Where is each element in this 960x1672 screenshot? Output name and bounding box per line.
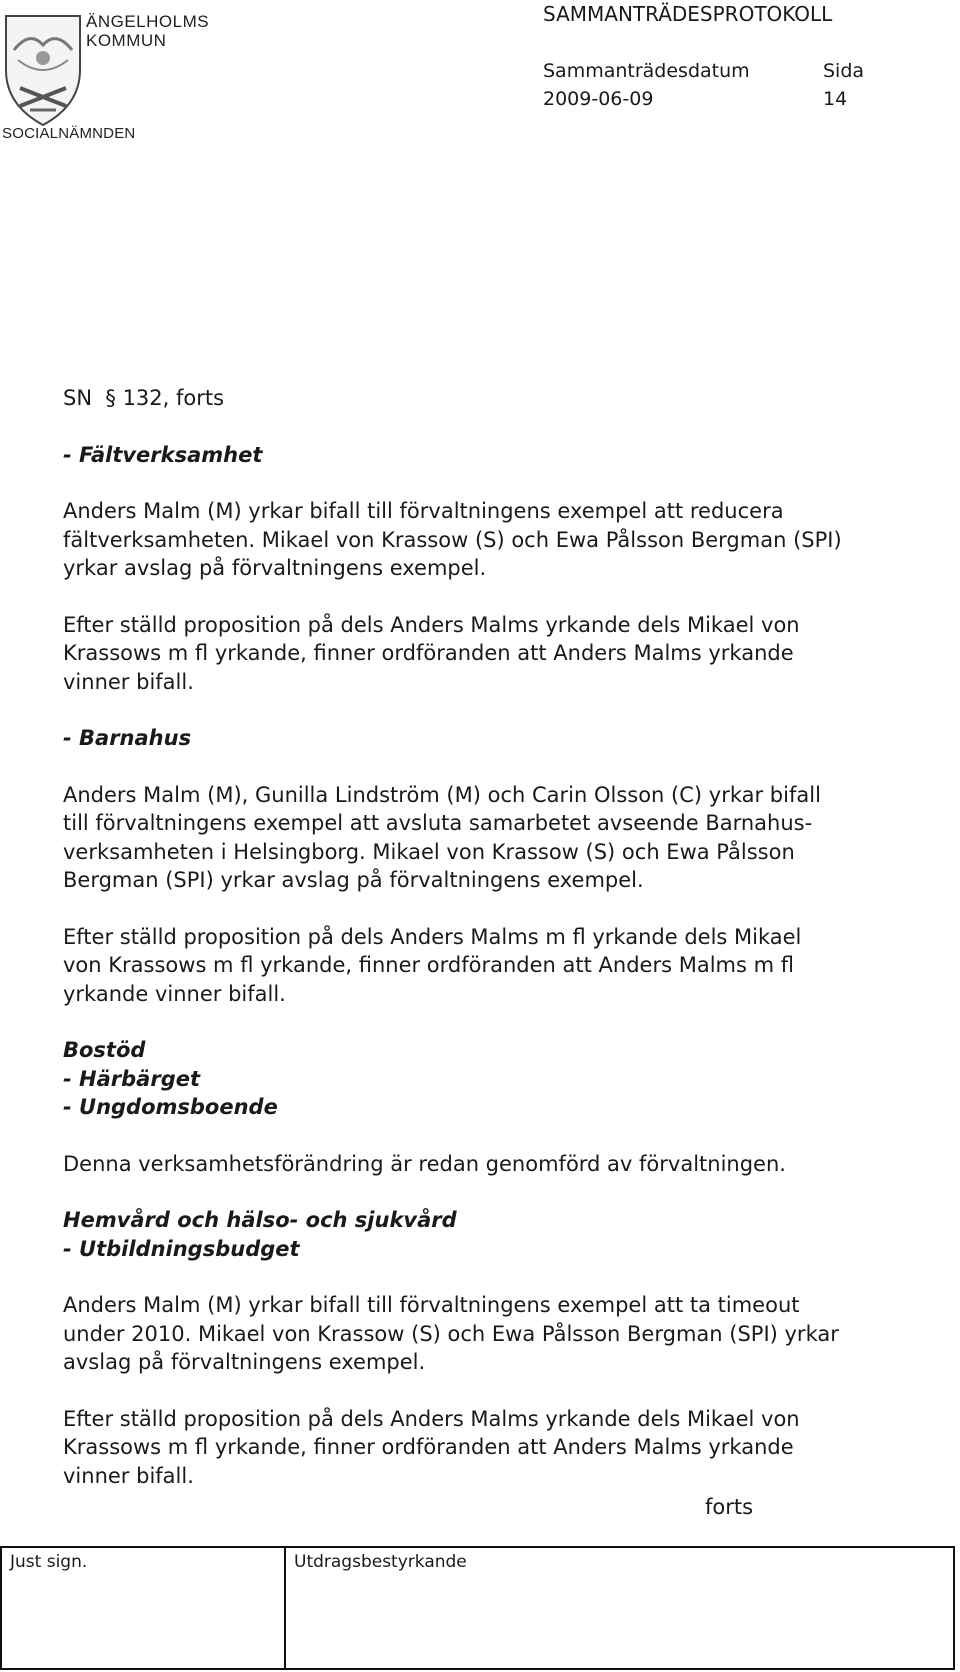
- heading-ungdomsboende: - Ungdomsboende: [63, 1095, 278, 1119]
- paragraph: Denna verksamhetsförändring är redan genomförd av förvaltningen.: [63, 1151, 786, 1176]
- org-name-line2: KOMMUN: [86, 31, 167, 50]
- document-body: [63, 384, 923, 1490]
- date-value: 2009-06-09: [543, 88, 654, 110]
- heading-utbildningsbudget: - Utbildningsbudget: [63, 1236, 300, 1261]
- just-sign-label: Just sign.: [10, 1552, 88, 1572]
- section-reference: SN § 132, forts: [63, 386, 225, 410]
- paragraph: Efter ställd proposition på dels Anders Malms yrkande dels Mikael von Krassows m fl yrkande, finner ordföranden att Anders Malms yrkande vinner bifall.: [63, 1406, 800, 1488]
- paragraph: Anders Malm (M) yrkar bifall till förvaltningens exempel att ta timeout under 2010. Mikael von Krassow (S) och Ewa Pålsson Bergman (SPI) yrkar avslag på förvaltningens exempel.: [63, 1293, 839, 1374]
- paragraph: Efter ställd proposition på dels Anders Malms yrkande dels Mikael von Krassows m fl yrkande, finner ordföranden att Anders Malms yrkande vinner bifall.: [63, 612, 800, 694]
- date-label: Sammanträdesdatum: [543, 60, 750, 82]
- utdragsbestyrkande-label: Utdragsbestyrkande: [294, 1552, 467, 1572]
- heading-bostod: Bostöd: [63, 1038, 146, 1062]
- heading-faltverksamhet: - Fältverksamhet: [63, 442, 263, 467]
- paragraph: Anders Malm (M), Gunilla Lindström (M) och Carin Olsson (C) yrkar bifall till förvaltningens exempel att avsluta samarbetet avseende Barnahus- verksamheten i Helsingborg. Mikael von Krassow (S) och Ewa Pålsson Bergman (SPI) yrkar avslag på förvaltningens exempel.: [63, 782, 821, 892]
- department-name: SOCIALNÄMNDEN: [2, 125, 136, 142]
- continuation-note: forts: [705, 1495, 754, 1519]
- paragraph: Anders Malm (M) yrkar bifall till förvaltningens exempel att reducera fältverksamheten. Mikael von Krassow (S) och Ewa Pålsson Bergman (SPI) yrkar avslag på förvaltningens exempel.: [63, 499, 842, 580]
- heading-harbarget: - Härbärget: [63, 1066, 201, 1091]
- signature-box: [0, 1546, 955, 1670]
- org-name-line1: ÄNGELHOLMS: [86, 12, 210, 31]
- heading-barnahus: - Barnahus: [63, 726, 192, 750]
- paragraph: Efter ställd proposition på dels Anders Malms m fl yrkande dels Mikael von Krassows m fl yrkande, finner ordföranden att Anders Malms m fl yrkande vinner bifall.: [63, 924, 802, 1006]
- page-label: Sida: [823, 60, 865, 82]
- heading-hemvard: Hemvård och hälso- och sjukvård: [63, 1208, 457, 1232]
- doc-type: SAMMANTRÄDESPROTOKOLL: [543, 2, 833, 26]
- page-value: 14: [823, 88, 848, 110]
- signature-divider: [284, 1548, 286, 1668]
